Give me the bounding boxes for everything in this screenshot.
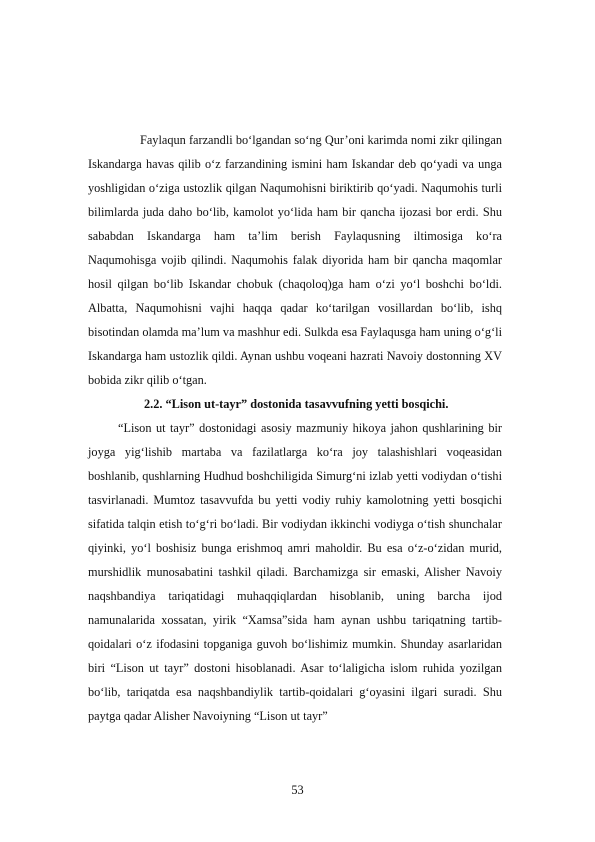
- page-number: 53: [291, 783, 304, 797]
- paragraph-faylaqun: Faylaqun farzandli bo‘lgandan so‘ng Qur’oni karimda nomi zikr qilingan Iskandarga havas qilib o‘z farzandining ismini ham Iskandar deb qo‘yadi va unga yoshligidan o‘ziga ustozlik qilgan Naqumohisni biriktirib qo‘yadi. Naqumohis turli bilimlarda juda daho bo‘lib, kamolot yo‘lida ham bir qancha ijozasi bor erdi. Shu sababdan Iskandarga ham ta’lim berish Faylaqusning iltimosiga ko‘ra Naqumohisga vojib qilindi. Naqumohis falak diyorida ham bir qancha maqomlar hosil qilgan bo‘lib Iskandar chobuk (chaqoloq)ga ham o‘zi yo‘l boshchi bo‘ldi. Albatta, Naqumohisni vajhi haqqa qadar ko‘tarilgan vosillardan bo‘lib, ishq bisotindan olamda ma’lum va mashhur edi. Sulkda esa Faylaqusga ham uning o‘g‘li Iskandarga ham ustozlik qildi. Aynan ushbu voqeani hazrati Navoiy dostonning XV bobida zikr qilib o‘tgan.: [88, 133, 502, 387]
- paragraph-lison-ut-tayr: “Lison ut tayr” dostonidagi asosiy mazmuniy hikoya jahon qushlarining bir joyga yig‘lishib martaba va fazilatlarga ko‘ra joy talashishlari voqeasidan boshlanib, qushlarning Hudhud boshchiligida Simurg‘ni izlab yetti vodiydan o‘tishi tasvirlanadi. Mumtoz tasavvufda bu yetti vodiy ruhiy kamolotning yetti bosqichi sifatida talqin etish to‘g‘ri bo‘ladi. Bir vodiydan ikkinchi vodiyga o‘tish shunchalar qiyinki, yo‘l boshisiz bunga erishmoq amri maholdir. Bu esa o‘z-o‘zidan murid, murshidlik munosabatini tashkil qiladi. Barchamizga sir emaski, Alisher Navoiy naqshbandiya tariqatidagi muhaqqiqlardan hisoblanib, uning barcha ijod namunalarida xossatan, yirik “Xamsa”sida ham aynan ushbu tariqatning tartib-qoidalari o‘z ifodasini topganiga guvoh bo‘lishimiz mumkin. Shunday asarlaridan biri “Lison ut tayr” dostoni hisoblanadi. Asar to‘laligicha islom ruhida yozilgan bo‘lib, tariqatda esa naqshbandiylik tartib-qoidalari g‘oyasini ilgari suradi. Shu paytga qadar Alisher Navoiyning “Lison ut tayr”: [88, 421, 502, 723]
- body-text: [88, 128, 502, 728]
- section-heading: 2.2. “Lison ut-tayr” dostonida tasavvufning yetti bosqichi.: [144, 397, 449, 411]
